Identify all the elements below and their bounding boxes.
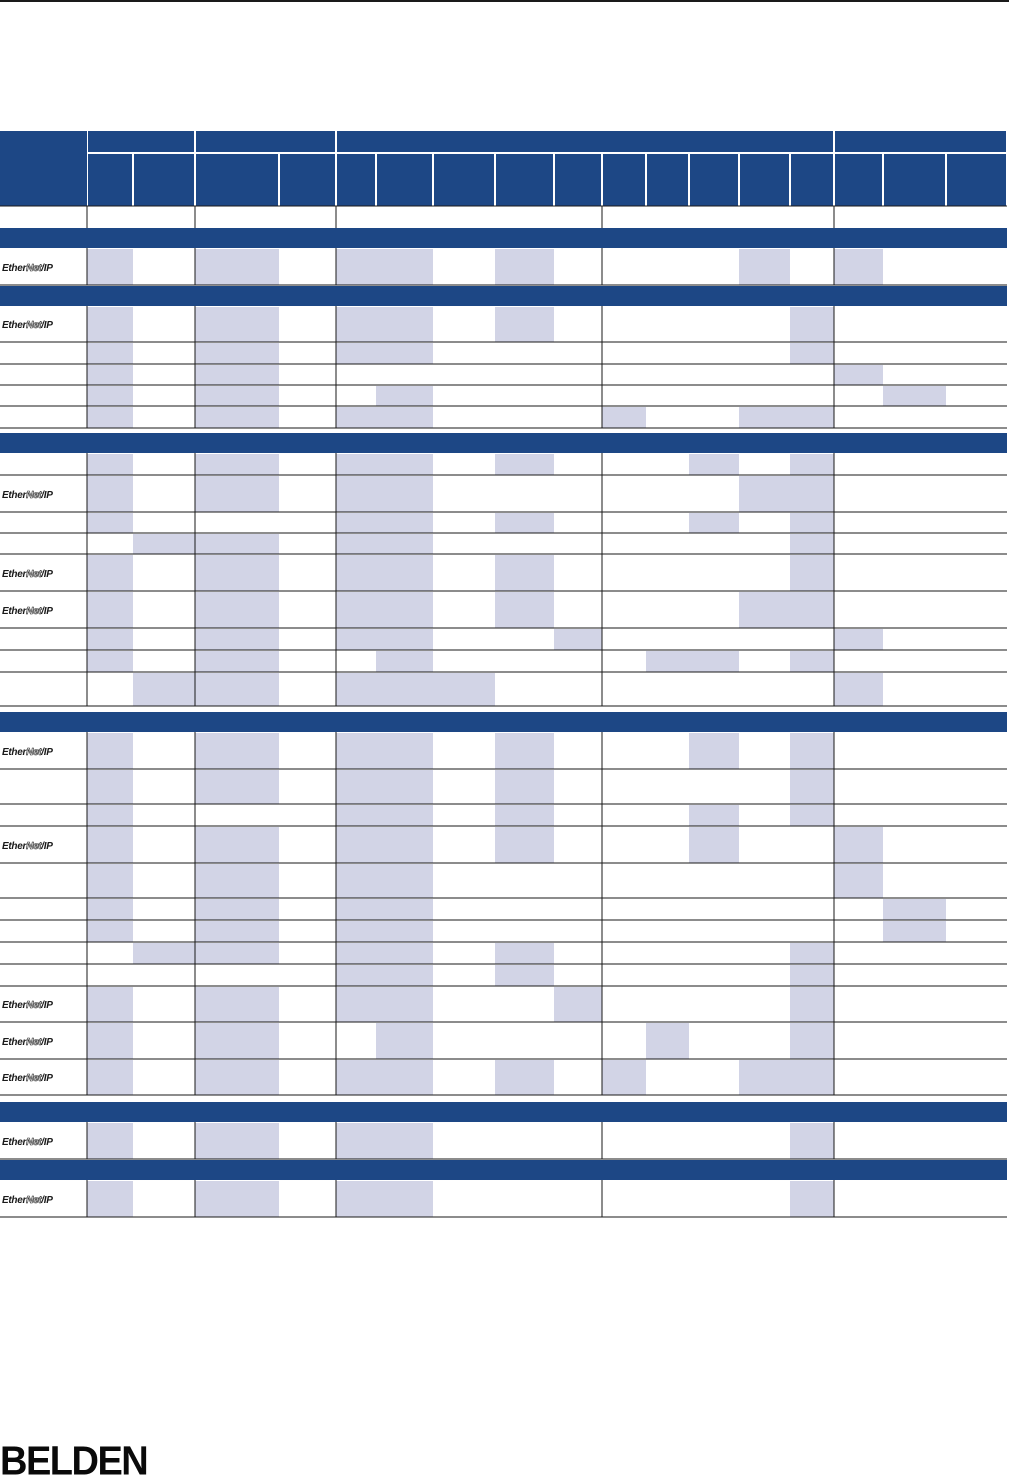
shaded-cell — [195, 1023, 279, 1059]
shaded-cell — [376, 733, 433, 769]
shaded-cell — [87, 1023, 133, 1059]
ethernetip-logo-ip: /IP — [41, 320, 53, 331]
ethernetip-logo — [2, 1137, 53, 1149]
shaded-cell — [495, 827, 554, 863]
header-subcolumn-2 — [134, 154, 194, 206]
shaded-cell — [336, 343, 376, 364]
shaded-cell — [87, 921, 133, 942]
shaded-cell — [495, 965, 554, 986]
shaded-cell — [376, 987, 433, 1022]
shaded-cell — [195, 343, 279, 364]
ethernetip-logo — [2, 1037, 53, 1049]
shaded-cell — [495, 1060, 554, 1095]
shaded-cell — [376, 513, 433, 533]
ethernetip-logo-net: Net — [26, 263, 42, 274]
shaded-cell — [336, 1181, 376, 1217]
ethernetip-logo — [2, 606, 53, 618]
shaded-cell — [376, 651, 433, 672]
shaded-cell — [87, 1181, 133, 1217]
shaded-cell — [87, 555, 133, 591]
shaded-cell — [336, 513, 376, 533]
shaded-cell — [195, 943, 279, 964]
shaded-cell — [336, 592, 376, 628]
shaded-cell — [195, 1123, 279, 1159]
shaded-cell — [689, 805, 739, 826]
header-subcolumn-6 — [377, 154, 432, 206]
shaded-cell — [195, 733, 279, 769]
shaded-cell — [376, 965, 433, 986]
shaded-cell — [195, 476, 279, 512]
shaded-cell — [133, 673, 195, 706]
shaded-cell — [790, 592, 834, 628]
shaded-cell — [790, 1181, 834, 1217]
shaded-cell — [883, 386, 946, 406]
shaded-cell — [834, 673, 883, 706]
shaded-cell — [376, 343, 433, 364]
shaded-cell — [87, 805, 133, 826]
shaded-cell — [336, 733, 376, 769]
ethernetip-logo — [2, 320, 53, 332]
shaded-cell — [376, 555, 433, 591]
shaded-cell — [336, 673, 376, 706]
shaded-cell — [195, 651, 279, 672]
shaded-cell — [376, 673, 433, 706]
shaded-cell — [834, 827, 883, 863]
shaded-cell — [336, 987, 376, 1022]
shaded-cell — [689, 651, 739, 672]
shaded-cell — [790, 965, 834, 986]
ethernetip-logo-ether: Ether — [2, 606, 27, 617]
shaded-cell — [689, 454, 739, 475]
shaded-cell — [87, 249, 133, 285]
header-subcolumn-8 — [496, 154, 553, 206]
shaded-cell — [376, 476, 433, 512]
ethernetip-logo — [2, 569, 53, 581]
shaded-cell — [602, 407, 646, 428]
ethernetip-logo — [2, 841, 53, 853]
shaded-cell — [195, 454, 279, 475]
shaded-cell — [554, 629, 602, 650]
shaded-cell — [87, 1123, 133, 1159]
shaded-cell — [883, 921, 946, 942]
shaded-cell — [376, 592, 433, 628]
shaded-cell — [87, 987, 133, 1022]
shaded-cell — [602, 1060, 646, 1095]
ethernetip-logo-ip: /IP — [41, 1195, 53, 1206]
shaded-cell — [87, 827, 133, 863]
shaded-cell — [790, 733, 834, 769]
ethernetip-logo-ip: /IP — [41, 1000, 53, 1011]
header-subcolumn-16 — [884, 154, 945, 206]
shaded-cell — [376, 454, 433, 475]
shaded-cell — [336, 921, 376, 942]
section-band — [0, 1160, 1007, 1180]
ethernetip-logo-ip: /IP — [41, 1037, 53, 1048]
shaded-cell — [87, 365, 133, 385]
ethernetip-logo-ether: Ether — [2, 1037, 27, 1048]
ethernetip-logo-ether: Ether — [2, 490, 27, 501]
ethernetip-logo-net: Net — [26, 606, 42, 617]
shaded-cell — [87, 592, 133, 628]
header-group-3 — [337, 131, 833, 152]
header-label-cell — [0, 131, 87, 206]
shaded-cell — [790, 943, 834, 964]
shaded-cell — [883, 899, 946, 920]
shaded-cell — [834, 629, 883, 650]
shaded-cell — [87, 899, 133, 920]
ethernetip-logo-ether: Ether — [2, 1000, 27, 1011]
shaded-cell — [195, 407, 279, 428]
shaded-cell — [790, 476, 834, 512]
shaded-cell — [376, 386, 433, 406]
ethernetip-logo-ether: Ether — [2, 841, 27, 852]
shaded-cell — [195, 1181, 279, 1217]
header-subcolumn-10 — [603, 154, 645, 206]
shaded-cell — [376, 770, 433, 804]
shaded-cell — [790, 770, 834, 804]
shaded-cell — [336, 454, 376, 475]
shaded-cell — [495, 943, 554, 964]
ethernetip-logo-ip: /IP — [41, 606, 53, 617]
ethernetip-logo-net: Net — [26, 569, 42, 580]
header-subcolumn-14 — [791, 154, 833, 206]
shaded-cell — [336, 864, 376, 898]
section-band — [0, 433, 1007, 453]
shaded-cell — [739, 592, 790, 628]
shaded-cell — [87, 651, 133, 672]
shaded-cell — [790, 343, 834, 364]
ethernetip-logo-ip: /IP — [41, 1073, 53, 1084]
shaded-cell — [336, 407, 376, 428]
shaded-cell — [689, 827, 739, 863]
shaded-cell — [336, 307, 376, 342]
header-subcolumn-13 — [740, 154, 789, 206]
shaded-cell — [133, 943, 195, 964]
shaded-cell — [336, 476, 376, 512]
shaded-cell — [87, 343, 133, 364]
ethernetip-logo-ip: /IP — [41, 569, 53, 580]
shaded-cell — [336, 555, 376, 591]
shaded-cell — [87, 770, 133, 804]
shaded-cell — [739, 407, 790, 428]
shaded-cell — [336, 629, 376, 650]
header-subcolumn-5 — [337, 154, 375, 206]
shaded-cell — [790, 651, 834, 672]
section-band — [0, 712, 1007, 732]
section-band — [0, 228, 1007, 248]
shaded-cell — [790, 1023, 834, 1059]
shaded-cell — [336, 249, 376, 285]
shaded-cell — [790, 407, 834, 428]
shaded-cell — [376, 805, 433, 826]
ethernetip-logo-net: Net — [26, 490, 42, 501]
ethernetip-logo — [2, 1195, 53, 1207]
ethernetip-logo-ip: /IP — [41, 1137, 53, 1148]
shaded-cell — [87, 864, 133, 898]
shaded-cell — [376, 629, 433, 650]
shaded-cell — [376, 249, 433, 285]
ethernetip-logo — [2, 490, 53, 502]
shaded-cell — [336, 770, 376, 804]
shaded-cell — [195, 827, 279, 863]
ethernetip-logo-net: Net — [26, 320, 42, 331]
ethernetip-logo-net: Net — [26, 1073, 42, 1084]
header-subcolumn-3 — [196, 154, 278, 206]
shaded-cell — [195, 629, 279, 650]
ethernetip-logo-ip: /IP — [41, 490, 53, 501]
shaded-cell — [376, 534, 433, 554]
ethernetip-logo-ether: Ether — [2, 747, 27, 758]
shaded-cell — [495, 733, 554, 769]
ethernetip-logo-ether: Ether — [2, 569, 27, 580]
shaded-cell — [495, 307, 554, 342]
shaded-cell — [195, 307, 279, 342]
section-band — [0, 286, 1007, 306]
belden-logo: BELDEN — [0, 1438, 148, 1484]
shaded-cell — [336, 805, 376, 826]
shaded-cell — [433, 673, 495, 706]
ethernetip-logo-ether: Ether — [2, 263, 27, 274]
ethernetip-logo-ip: /IP — [41, 263, 53, 274]
ethernetip-logo-net: Net — [26, 1195, 42, 1206]
ethernetip-logo — [2, 747, 53, 759]
shaded-cell — [336, 965, 376, 986]
shaded-cell — [376, 1181, 433, 1217]
shaded-cell — [195, 987, 279, 1022]
shaded-cell — [376, 307, 433, 342]
shaded-cell — [87, 307, 133, 342]
header-subcolumn-11 — [647, 154, 688, 206]
shaded-cell — [739, 476, 790, 512]
shaded-cell — [790, 534, 834, 554]
shaded-cell — [87, 476, 133, 512]
ethernetip-logo-ether: Ether — [2, 1073, 27, 1084]
header-subcolumn-7 — [434, 154, 494, 206]
shaded-cell — [195, 249, 279, 285]
shaded-cell — [87, 386, 133, 406]
shaded-cell — [376, 827, 433, 863]
shaded-cell — [376, 864, 433, 898]
ethernetip-logo-ether: Ether — [2, 320, 27, 331]
shaded-cell — [646, 1023, 689, 1059]
shaded-cell — [336, 899, 376, 920]
ethernetip-logo-net: Net — [26, 1037, 42, 1048]
shaded-cell — [195, 864, 279, 898]
shaded-cell — [195, 921, 279, 942]
shaded-cell — [554, 987, 602, 1022]
shaded-cell — [495, 592, 554, 628]
ethernetip-logo-ether: Ether — [2, 1137, 27, 1148]
header-subcolumn-9 — [555, 154, 601, 206]
shaded-cell — [739, 1060, 790, 1095]
shaded-cell — [376, 1123, 433, 1159]
shaded-cell — [495, 805, 554, 826]
shaded-cell — [195, 534, 279, 554]
shaded-cell — [790, 513, 834, 533]
shaded-cell — [790, 307, 834, 342]
shaded-cell — [336, 1123, 376, 1159]
shaded-cell — [739, 249, 790, 285]
shaded-cell — [646, 651, 689, 672]
shaded-cell — [790, 555, 834, 591]
shaded-cell — [376, 1023, 433, 1059]
shaded-cell — [495, 555, 554, 591]
shaded-cell — [790, 454, 834, 475]
shaded-cell — [87, 1060, 133, 1095]
shaded-cell — [376, 943, 433, 964]
ethernetip-logo — [2, 263, 53, 275]
shaded-cell — [336, 1060, 376, 1095]
header-subcolumn-4 — [280, 154, 335, 206]
shaded-cell — [495, 770, 554, 804]
shaded-cell — [87, 629, 133, 650]
ethernetip-logo-net: Net — [26, 1000, 42, 1011]
shaded-cell — [790, 805, 834, 826]
section-band — [0, 1102, 1007, 1122]
shaded-cell — [336, 943, 376, 964]
shaded-cell — [195, 770, 279, 804]
shaded-cell — [495, 249, 554, 285]
shaded-cell — [689, 513, 739, 533]
header-group-1 — [88, 131, 194, 152]
ethernetip-logo-ip: /IP — [41, 747, 53, 758]
shaded-cell — [195, 1060, 279, 1095]
shaded-cell — [790, 1060, 834, 1095]
header-subcolumn-12 — [690, 154, 738, 206]
ethernetip-logo — [2, 1073, 53, 1085]
ethernetip-logo-net: Net — [26, 841, 42, 852]
shaded-cell — [376, 899, 433, 920]
shaded-cell — [495, 513, 554, 533]
shaded-cell — [834, 365, 883, 385]
shaded-cell — [790, 987, 834, 1022]
shaded-cell — [689, 733, 739, 769]
ethernetip-logo — [2, 1000, 53, 1012]
shaded-cell — [790, 1123, 834, 1159]
shaded-cell — [834, 249, 883, 285]
ethernetip-logo-net: Net — [26, 747, 42, 758]
shaded-cell — [495, 454, 554, 475]
shaded-cell — [133, 534, 195, 554]
shaded-cell — [195, 899, 279, 920]
shaded-cell — [195, 592, 279, 628]
header-group-4 — [835, 131, 1006, 152]
shaded-cell — [336, 534, 376, 554]
ethernetip-logo-net: Net — [26, 1137, 42, 1148]
header-subcolumn-15 — [835, 154, 882, 206]
shaded-cell — [195, 673, 279, 706]
header-group-2 — [196, 131, 335, 152]
header-subcolumn-17 — [947, 154, 1006, 206]
shaded-cell — [336, 827, 376, 863]
header-subcolumn-1 — [88, 154, 132, 206]
shaded-cell — [195, 365, 279, 385]
ethernetip-logo-ip: /IP — [41, 841, 53, 852]
shaded-cell — [87, 513, 133, 533]
shaded-cell — [87, 454, 133, 475]
shaded-cell — [87, 733, 133, 769]
shaded-cell — [376, 407, 433, 428]
shaded-cell — [195, 386, 279, 406]
shaded-cell — [87, 407, 133, 428]
shaded-cell — [834, 864, 883, 898]
ethernetip-logo-ether: Ether — [2, 1195, 27, 1206]
shaded-cell — [376, 921, 433, 942]
shaded-cell — [195, 555, 279, 591]
shaded-cell — [376, 1060, 433, 1095]
